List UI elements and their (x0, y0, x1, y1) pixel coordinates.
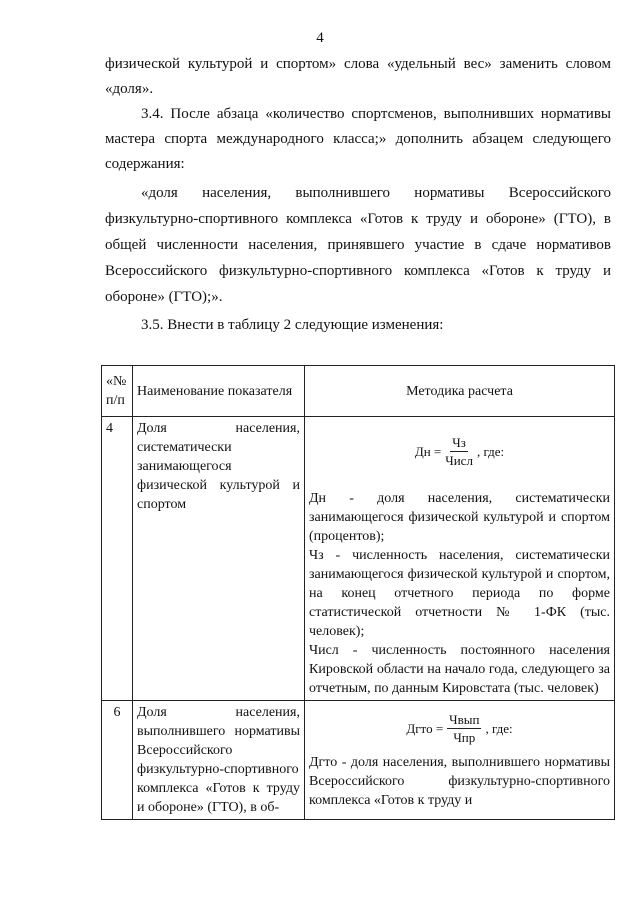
formula-suffix: , где: (485, 720, 513, 736)
row-number: 6 (102, 701, 133, 820)
paragraph-3-line-4: Всероссийского физкультурно-спортивного комплекса «Готов к труду и (105, 263, 611, 279)
formula-lhs: Дн = (414, 443, 442, 459)
definition-item: Чз - численность населения, систематически занимающегося физической культурой и спортом, на конец отчетного периода по форме статистической отчетности № 1-ФК (тыс. человек); (309, 548, 610, 639)
page-number: 4 (316, 30, 324, 46)
definition-item: Дн - доля населения, систематически занимающегося физической культурой и спортом (процентов); (309, 491, 610, 544)
paragraph-3-line-2: физкультурно-спортивного комплекса «Готов к труду и обороне» (ГТО), в (105, 211, 611, 227)
paragraph-3-line-1: «доля населения, выполнившего нормативы Всероссийского (141, 185, 611, 201)
formula-denominator: Чпр (453, 729, 476, 745)
paragraph-4: 3.5. Внести в таблицу 2 следующие изменения: (141, 317, 444, 333)
row-method (305, 701, 615, 820)
changes-table (101, 365, 615, 820)
paragraph-2-line-1: 3.4. После абзаца «количество спортсменов, выполнивших нормативы (141, 106, 611, 122)
definition-item: Числ - численность постоянного населения Кировской области на начало года, следующего за отчетным, по данным Кировстата (тыс. человек) (309, 643, 610, 696)
paragraph-2-line-2: мастера спорта международного класса;» дополнить абзацем следующего (105, 131, 611, 147)
paragraph-3-line-3: общей численности населения, принявшего участие в сдаче нормативов (105, 237, 611, 253)
header-indicator-name: Наименование показателя (133, 366, 305, 417)
row-method (305, 417, 615, 701)
formula-numerator: Чвып (449, 711, 480, 727)
table-row (102, 701, 615, 820)
paragraph-3-line-5: обороне» (ГТО);». (105, 289, 223, 305)
formula-fraction (445, 435, 473, 468)
table-row (102, 417, 615, 701)
formula-suffix: , где: (476, 443, 505, 459)
row-number: 4 (102, 417, 133, 701)
row-indicator-name: Доля населения, выполнившего нормативы Всероссийского физкультурно-спортивного комплекса «Готов к труду и обороне» (ГТО), в об- (133, 701, 305, 820)
formula-lhs: Дгто = (406, 720, 444, 736)
paragraph-1-line-1: физической культурой и спортом» слова «удельный вес» заменить словом (105, 56, 611, 72)
formula-numerator: Чз (452, 434, 466, 450)
definition-item: Дгто - доля населения, выполнившего нормативы Всероссийского физкультурно-спортивного комплекса «Готов к труду и (309, 755, 610, 808)
formula-denominator: Числ (445, 452, 473, 468)
formula-fraction (447, 712, 481, 745)
formula (309, 425, 610, 477)
row-indicator-name: Доля населения, систематически занимающегося физической культурой и спортом (133, 417, 305, 701)
formula (309, 703, 610, 753)
header-number: «№ п/п (102, 366, 133, 417)
paragraph-1-line-2: «доля». (105, 81, 154, 97)
paragraph-2-line-3: содержания: (105, 156, 185, 172)
header-method: Методика расчета (305, 366, 615, 417)
table-header-row (102, 366, 615, 417)
